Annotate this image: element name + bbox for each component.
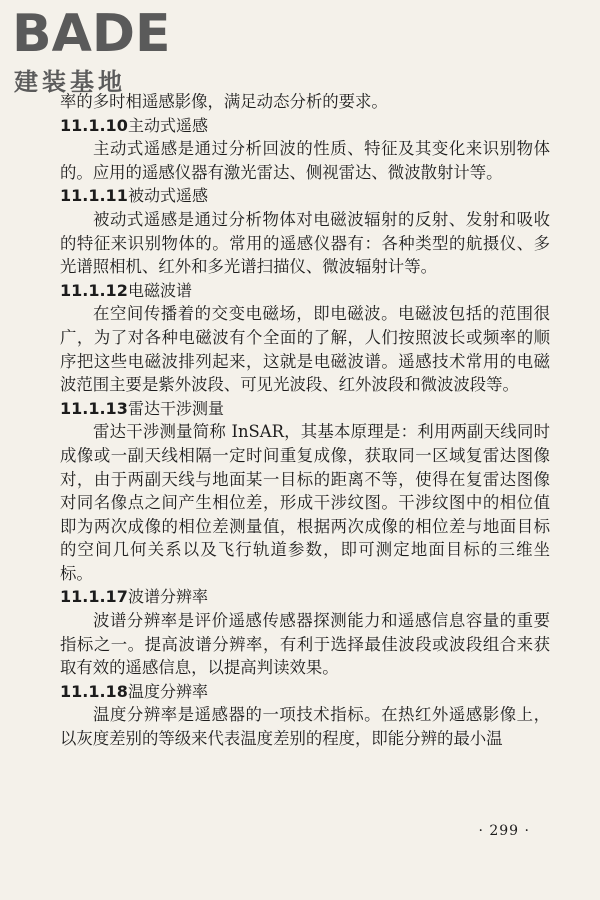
section-heading [60,397,550,421]
section-body: 温度分辨率是遥感器的一项技术指标。在热红外遥感影像上，以灰度差别的等级来代表温度差别的程度，即能分辨的最小温 [60,705,550,749]
section-number: 11.1.10 [60,115,128,135]
section-heading [60,114,550,138]
section-heading [60,184,550,208]
section-heading [60,585,550,609]
section-title: 温度分辨率 [128,681,209,701]
page-number: · 299 · [478,823,530,839]
watermark [6,4,176,96]
section-11-1-10 [60,114,550,185]
section-11-1-13 [60,397,550,586]
section-body: 雷达干涉测量简称 InSAR，其基本原理是：利用两副天线同时成像或一副天线相隔一定时间重复成像，获取同一区域复雷达图像对，由于两副天线与地面某一目标的距离不等，使得在复雷达图像对同名像点之间产生相位差，形成干涉纹图。干涉纹图中的相位值即为两次成像的相位差测量值，根据两次成像的相位差与地面目标的空间几何关系以及飞行轨道参数，即可测定地面目标的三维坐标。 [60,422,550,583]
section-title: 波谱分辨率 [128,587,209,607]
section-11-1-17 [60,585,550,679]
section-title: 雷达干涉测量 [128,398,225,418]
section-title: 主动式遥感 [128,115,209,135]
carryover-paragraph: 率的多时相遥感影像，满足动态分析的要求。 [60,92,388,111]
section-body: 在空间传播着的交变电磁场，即电磁波。电磁波包括的范围很广，为了对各种电磁波有个全面的了解，人们按照波长或频率的顺序把这些电磁波排列起来，这就是电磁波谱。遥感技术常用的电磁波范围主要是紫外波段、可见光波段、红外波段和微波波段等。 [60,304,550,395]
section-number: 11.1.13 [60,398,128,418]
section-11-1-12 [60,279,550,397]
section-title: 电磁波谱 [128,280,193,300]
section-heading [60,279,550,303]
page-body [60,90,550,751]
section-body: 被动式遥感是通过分析物体对电磁波辐射的反射、发射和吸收的特征来识别物体的。常用的遥感仪器有：各种类型的航摄仪、多光谱照相机、红外和多光谱扫描仪、微波辐射计等。 [60,209,550,277]
section-number: 11.1.12 [60,280,128,300]
section-body: 主动式遥感是通过分析回波的性质、特征及其变化来识别物体的。应用的遥感仪器有激光雷达、侧视雷达、微波散射计等。 [60,139,550,182]
section-number: 11.1.18 [60,681,128,701]
section-title: 被动式遥感 [128,186,209,206]
section-heading [60,680,550,704]
section-number: 11.1.11 [60,186,128,206]
watermark-logo: BADE [12,4,171,64]
section-number: 11.1.17 [60,587,128,607]
section-body: 波谱分辨率是评价遥感传感器探测能力和遥感信息容量的重要指标之一。提高波谱分辨率，有利于选择最佳波段或波段组合来获取有效的遥感信息，以提高判读效果。 [60,611,550,678]
watermark-subtitle: 建装基地 [14,68,126,96]
section-11-1-11 [60,184,550,278]
section-11-1-18 [60,680,550,751]
